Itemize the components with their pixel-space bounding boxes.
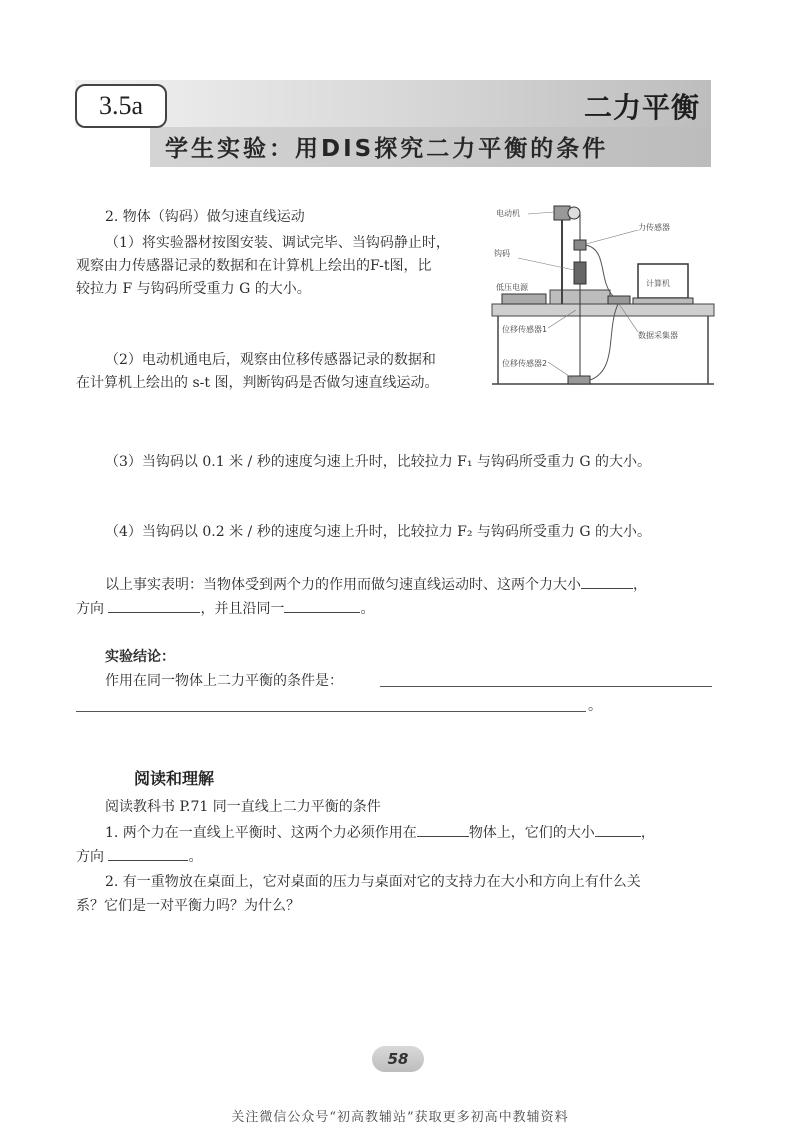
conclusion-heading: 实验结论： <box>105 649 175 665</box>
conclusion-blank-1[interactable] <box>380 686 712 687</box>
reading-ref: 阅读教科书 P.71 同一直线上二力平衡的条件 <box>105 799 381 815</box>
q1-direction-label: 方向 <box>76 849 104 865</box>
step4: （4）当钩码以 0.2 米 / 秒的速度匀速上升时，比较拉力 F₂ 与钩码所受重力 G 的大小。 <box>105 524 651 540</box>
label-computer: 计算机 <box>646 279 670 288</box>
label-disp1: 位移传感器1 <box>502 325 548 334</box>
computer-base <box>633 298 693 304</box>
label-disp2: 位移传感器2 <box>502 359 548 368</box>
conclusion-blank-2[interactable] <box>76 711 586 712</box>
fact-line1: 以上事实表明：当物体受到两个力的作用而做匀速直线运动时、这两个力大小 ， <box>105 574 647 596</box>
table-top <box>492 304 714 316</box>
q1-end: 。 <box>188 849 203 865</box>
blank-magnitude[interactable] <box>581 574 633 589</box>
conclusion-end: 。 <box>588 698 602 714</box>
reading-heading: 阅读和理解 <box>134 769 215 788</box>
label-power: 低压电源 <box>496 283 528 292</box>
chapter-title: 二力平衡 <box>583 91 700 124</box>
step2-line1: （2）电动机通电后，观察由位移传感器记录的数据和 <box>105 352 436 368</box>
section-code: 3.5a <box>75 84 167 128</box>
hook-weight <box>574 262 586 284</box>
label-force-sensor: 力传感器 <box>638 223 670 232</box>
step1-line1: （1）将实验器材按图安装、调试完毕、当钩码静止时， <box>105 235 450 251</box>
page-title: 学生实验：用DIS探究二力平衡的条件 <box>165 136 609 162</box>
data-collector <box>608 296 630 304</box>
section-title: 2. 物体（钩码）做匀速直线运动 <box>105 209 305 225</box>
fact-end: 。 <box>360 601 375 617</box>
fact-mid: ，并且沿同一 <box>200 601 285 617</box>
q1-part-a: 1. 两个力在一直线上平衡时、这两个力必须作用在 <box>105 825 417 841</box>
label-collector: 数据采集器 <box>638 331 678 340</box>
blank-q1-direction[interactable] <box>108 846 188 861</box>
q1-part-b: 物体上，它们的大小 <box>468 825 595 841</box>
apparatus-diagram <box>488 200 718 390</box>
reading-q2-line2: 系？它们是一对平衡力吗？为什么？ <box>76 898 300 914</box>
step3: （3）当钩码以 0.1 米 / 秒的速度匀速上升时，比较拉力 F₁ 与钩码所受重力 G 的大小。 <box>105 454 651 470</box>
reading-q1-line1 <box>105 822 655 844</box>
label-hook-weight: 钩码 <box>494 249 510 258</box>
blank-q1-magnitude[interactable] <box>595 822 641 837</box>
conclusion-text: 作用在同一物体上二力平衡的条件是： <box>105 673 343 689</box>
cable-1 <box>586 245 613 296</box>
reading-q2-line1: 2. 有一重物放在桌面上，它对桌面的压力与桌面对它的支持力在大小和方向上有什么关 <box>105 874 641 890</box>
reading-q1-line2 <box>76 846 202 868</box>
fact-line2 <box>76 598 374 620</box>
step1-line2: 观察由力传感器记录的数据和在计算机上绘出的F-t图，比 <box>76 258 432 274</box>
step2-line2: 在计算机上绘出的 s-t 图，判断钩码是否做匀速直线运动。 <box>76 375 439 391</box>
fact-direction-label: 方向 <box>76 601 104 617</box>
label-motor: 电动机 <box>496 209 520 218</box>
footer-note: 关注微信公众号“初高教辅站”获取更多初高中教辅资料 <box>231 1110 569 1125</box>
step1-line3: 较拉力 F 与钩码所受重力 G 的大小。 <box>76 281 311 297</box>
pulley <box>568 207 580 219</box>
q1-part-c: ， <box>640 825 655 841</box>
fact-text: 以上事实表明：当物体受到两个力的作用而做匀速直线运动时、这两个力大小 <box>105 577 581 593</box>
blank-same-object[interactable] <box>417 822 469 837</box>
page-number: 58 <box>372 1046 424 1072</box>
power-supply <box>502 294 546 304</box>
blank-direction[interactable] <box>108 598 200 613</box>
blank-line[interactable] <box>284 598 360 613</box>
force-sensor <box>574 240 586 250</box>
